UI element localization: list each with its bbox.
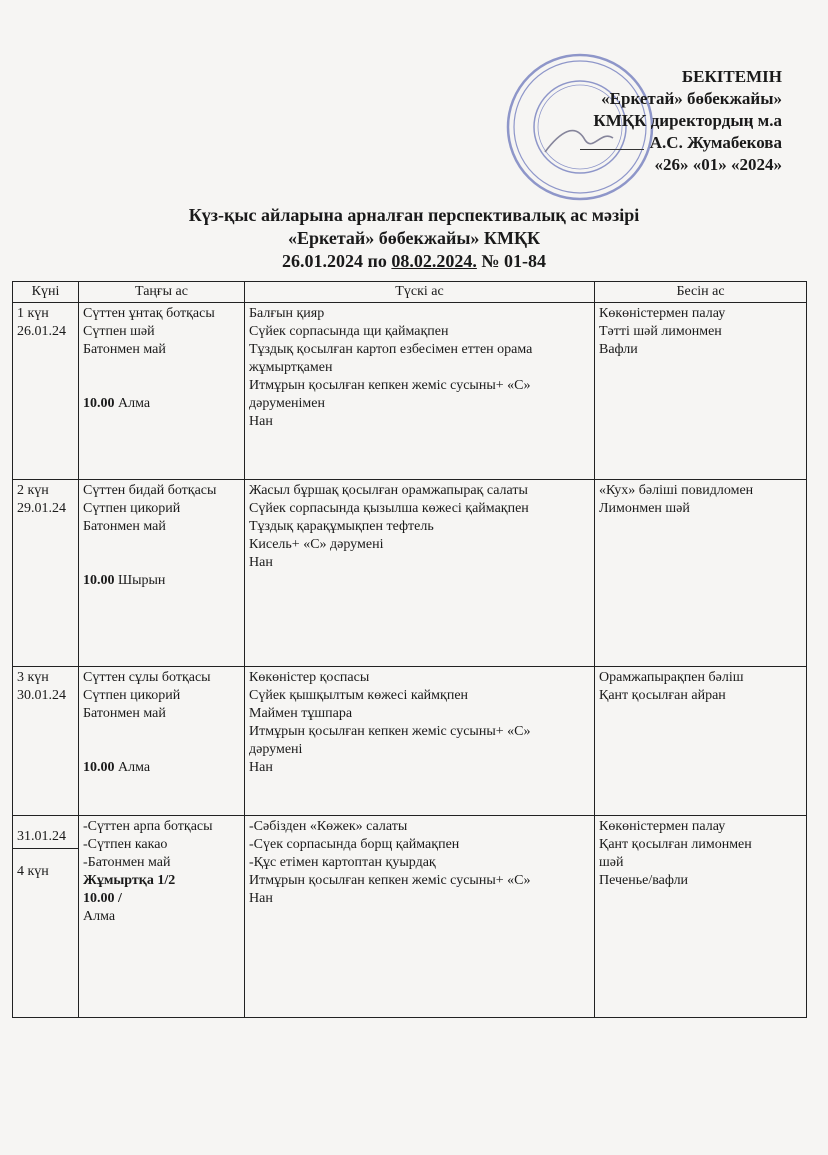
snack-item: Алма xyxy=(83,909,116,924)
day-date: 31.01.24 xyxy=(13,816,78,849)
title-period-start: 26.01.2024 по xyxy=(282,251,392,271)
lunch-item: Итмұрын қосылған кепкен жеміс сусыны+ «С» xyxy=(249,873,531,888)
afternoon-item: Қант қосылған айран xyxy=(599,688,726,703)
lunch-item: жұмыртқамен xyxy=(249,360,333,375)
document-title xyxy=(0,200,828,281)
lunch-item: Көкөністер қоспасы xyxy=(249,670,370,685)
day-cell xyxy=(13,667,79,816)
spacer xyxy=(83,536,240,572)
table-row xyxy=(13,480,807,667)
approval-heading: БЕКІТЕМІН xyxy=(681,67,782,86)
breakfast-item: Батонмен май xyxy=(83,519,166,534)
breakfast-item: -Сүтпен какао xyxy=(83,837,168,852)
breakfast-item: -Батонмен май xyxy=(83,855,171,870)
afternoon-snack-cell xyxy=(595,303,807,480)
afternoon-snack-cell xyxy=(595,480,807,667)
header-day: Күні xyxy=(13,282,79,303)
lunch-item: Сүйек сорпасында қызылша көжесі қаймақпен xyxy=(249,501,529,516)
title-line-2: «Еркетай» бөбекжайы» КМҚК xyxy=(287,228,541,248)
lunch-item: Балғын қияр xyxy=(249,306,325,321)
snack-time: 10.00 / xyxy=(83,891,122,906)
day-number: 2 күн xyxy=(17,483,49,498)
day-number: 1 күн xyxy=(17,306,49,321)
day-date: 29.01.24 xyxy=(17,501,66,516)
afternoon-item: Орамжапырақпен бәліш xyxy=(599,670,744,685)
afternoon-item: Вафли xyxy=(599,342,638,357)
lunch-cell xyxy=(245,303,595,480)
title-period-end: 08.02.2024. xyxy=(391,251,477,271)
snack-time: 10.00 xyxy=(83,396,115,411)
day-date: 30.01.24 xyxy=(17,688,66,703)
day-cell xyxy=(13,480,79,667)
lunch-item: дәруменімен xyxy=(249,396,325,411)
snack-line xyxy=(83,395,240,413)
lunch-item: -Сәбізден «Көжек» салаты xyxy=(249,819,408,834)
approval-position: КМҚК директордың м.а xyxy=(593,111,782,130)
lunch-item: Итмұрын қосылған кепкен жеміс сусыны+ «С» xyxy=(249,724,531,739)
afternoon-item: Печенье/вафли xyxy=(599,873,689,888)
lunch-item: Кисель+ «С» дәрумені xyxy=(249,537,384,552)
day-cell xyxy=(13,303,79,480)
lunch-item: Тұздық қосылған картоп езбесімен еттен орама xyxy=(249,342,533,357)
afternoon-item: Лимонмен шәй xyxy=(599,501,690,516)
lunch-item: Маймен тұшпара xyxy=(249,706,353,721)
day-number: 3 күн xyxy=(17,670,49,685)
breakfast-item: Батонмен май xyxy=(83,706,166,721)
snack-line xyxy=(83,572,240,590)
header-lunch: Түскі ас xyxy=(245,282,595,303)
lunch-item: Жасыл бұршақ қосылған орамжапырақ салаты xyxy=(249,483,528,498)
table-row xyxy=(13,303,807,480)
snack-time: 10.00 xyxy=(83,573,115,588)
lunch-cell xyxy=(245,480,595,667)
breakfast-item: Сүттен бидай ботқасы xyxy=(83,483,217,498)
header-breakfast: Таңғы ас xyxy=(79,282,245,303)
lunch-item: Нан xyxy=(249,414,273,429)
breakfast-cell xyxy=(79,303,245,480)
breakfast-item: Сүтпен цикорий xyxy=(83,688,181,703)
lunch-item: Нан xyxy=(249,891,273,906)
signature-row xyxy=(580,132,782,154)
breakfast-item: Сүтпен цикорий xyxy=(83,501,181,516)
lunch-item: дәрумені xyxy=(249,742,303,757)
menu-table xyxy=(12,281,807,1018)
title-line-3 xyxy=(0,250,828,273)
snack-item: Алма xyxy=(118,396,151,411)
table-wrapper xyxy=(0,281,828,1018)
breakfast-cell xyxy=(79,816,245,1018)
lunch-cell xyxy=(245,667,595,816)
snack-item: Алма xyxy=(118,760,151,775)
table-header-row xyxy=(13,282,807,303)
breakfast-item: Сүттен сұлы ботқасы xyxy=(83,670,211,685)
lunch-item: -Сүек сорпасында борщ қаймақпен xyxy=(249,837,460,852)
day-cell xyxy=(13,816,79,1018)
afternoon-item: Қант қосылған лимонмен xyxy=(599,837,752,852)
snack-item: Шырын xyxy=(118,573,166,588)
afternoon-item: «Кух» бәліші повидломен xyxy=(599,483,754,498)
breakfast-item: Сүттен ұнтақ ботқасы xyxy=(83,306,215,321)
lunch-item: Итмұрын қосылған кепкен жеміс сусыны+ «С» xyxy=(249,378,531,393)
snack-line xyxy=(83,759,240,777)
spacer xyxy=(83,723,240,759)
table-row xyxy=(13,667,807,816)
header-afternoon-snack: Бесін ас xyxy=(595,282,807,303)
afternoon-item: Тәтті шәй лимонмен xyxy=(599,324,722,339)
approval-block xyxy=(580,66,782,176)
approval-date: «26» «01» «2024» xyxy=(654,155,782,174)
afternoon-snack-cell xyxy=(595,816,807,1018)
breakfast-item: Сүтпен шәй xyxy=(83,324,155,339)
day-number: 4 күн xyxy=(17,864,49,879)
afternoon-item: шәй xyxy=(599,855,624,870)
day-date: 26.01.24 xyxy=(17,324,66,339)
snack-time: 10.00 xyxy=(83,760,115,775)
lunch-item: Сүйек қышқылтым көжесі каймқпен xyxy=(249,688,469,703)
breakfast-item: -Сүттен арпа ботқасы xyxy=(83,819,213,834)
header-zone xyxy=(0,0,828,200)
title-line-1: Күз-қыс айларына арналған перспективалық ас мәзірі xyxy=(188,205,640,225)
lunch-cell xyxy=(245,816,595,1018)
breakfast-cell xyxy=(79,667,245,816)
lunch-item: Тұздық қарақұмықпен тефтель xyxy=(249,519,434,534)
lunch-item: Нан xyxy=(249,760,273,775)
lunch-item: Нан xyxy=(249,555,273,570)
spacer xyxy=(83,359,240,395)
lunch-item: -Құс етімен картоптан қуырдақ xyxy=(249,855,436,870)
approval-organization: «Еркетай» бөбекжайы» xyxy=(601,89,782,108)
afternoon-snack-cell xyxy=(595,667,807,816)
breakfast-cell xyxy=(79,480,245,667)
afternoon-item: Көкөністермен палау xyxy=(599,306,726,321)
breakfast-extra-item: Жұмыртқа 1/2 xyxy=(83,873,176,888)
approval-signatory: А.С. Жумабекова xyxy=(649,133,782,152)
breakfast-item: Батонмен май xyxy=(83,342,166,357)
afternoon-item: Көкөністермен палау xyxy=(599,819,726,834)
signature-line xyxy=(580,149,644,150)
title-document-number: № 01-84 xyxy=(476,251,546,271)
table-row xyxy=(13,816,807,1018)
lunch-item: Сүйек сорпасында щи қаймақпен xyxy=(249,324,449,339)
